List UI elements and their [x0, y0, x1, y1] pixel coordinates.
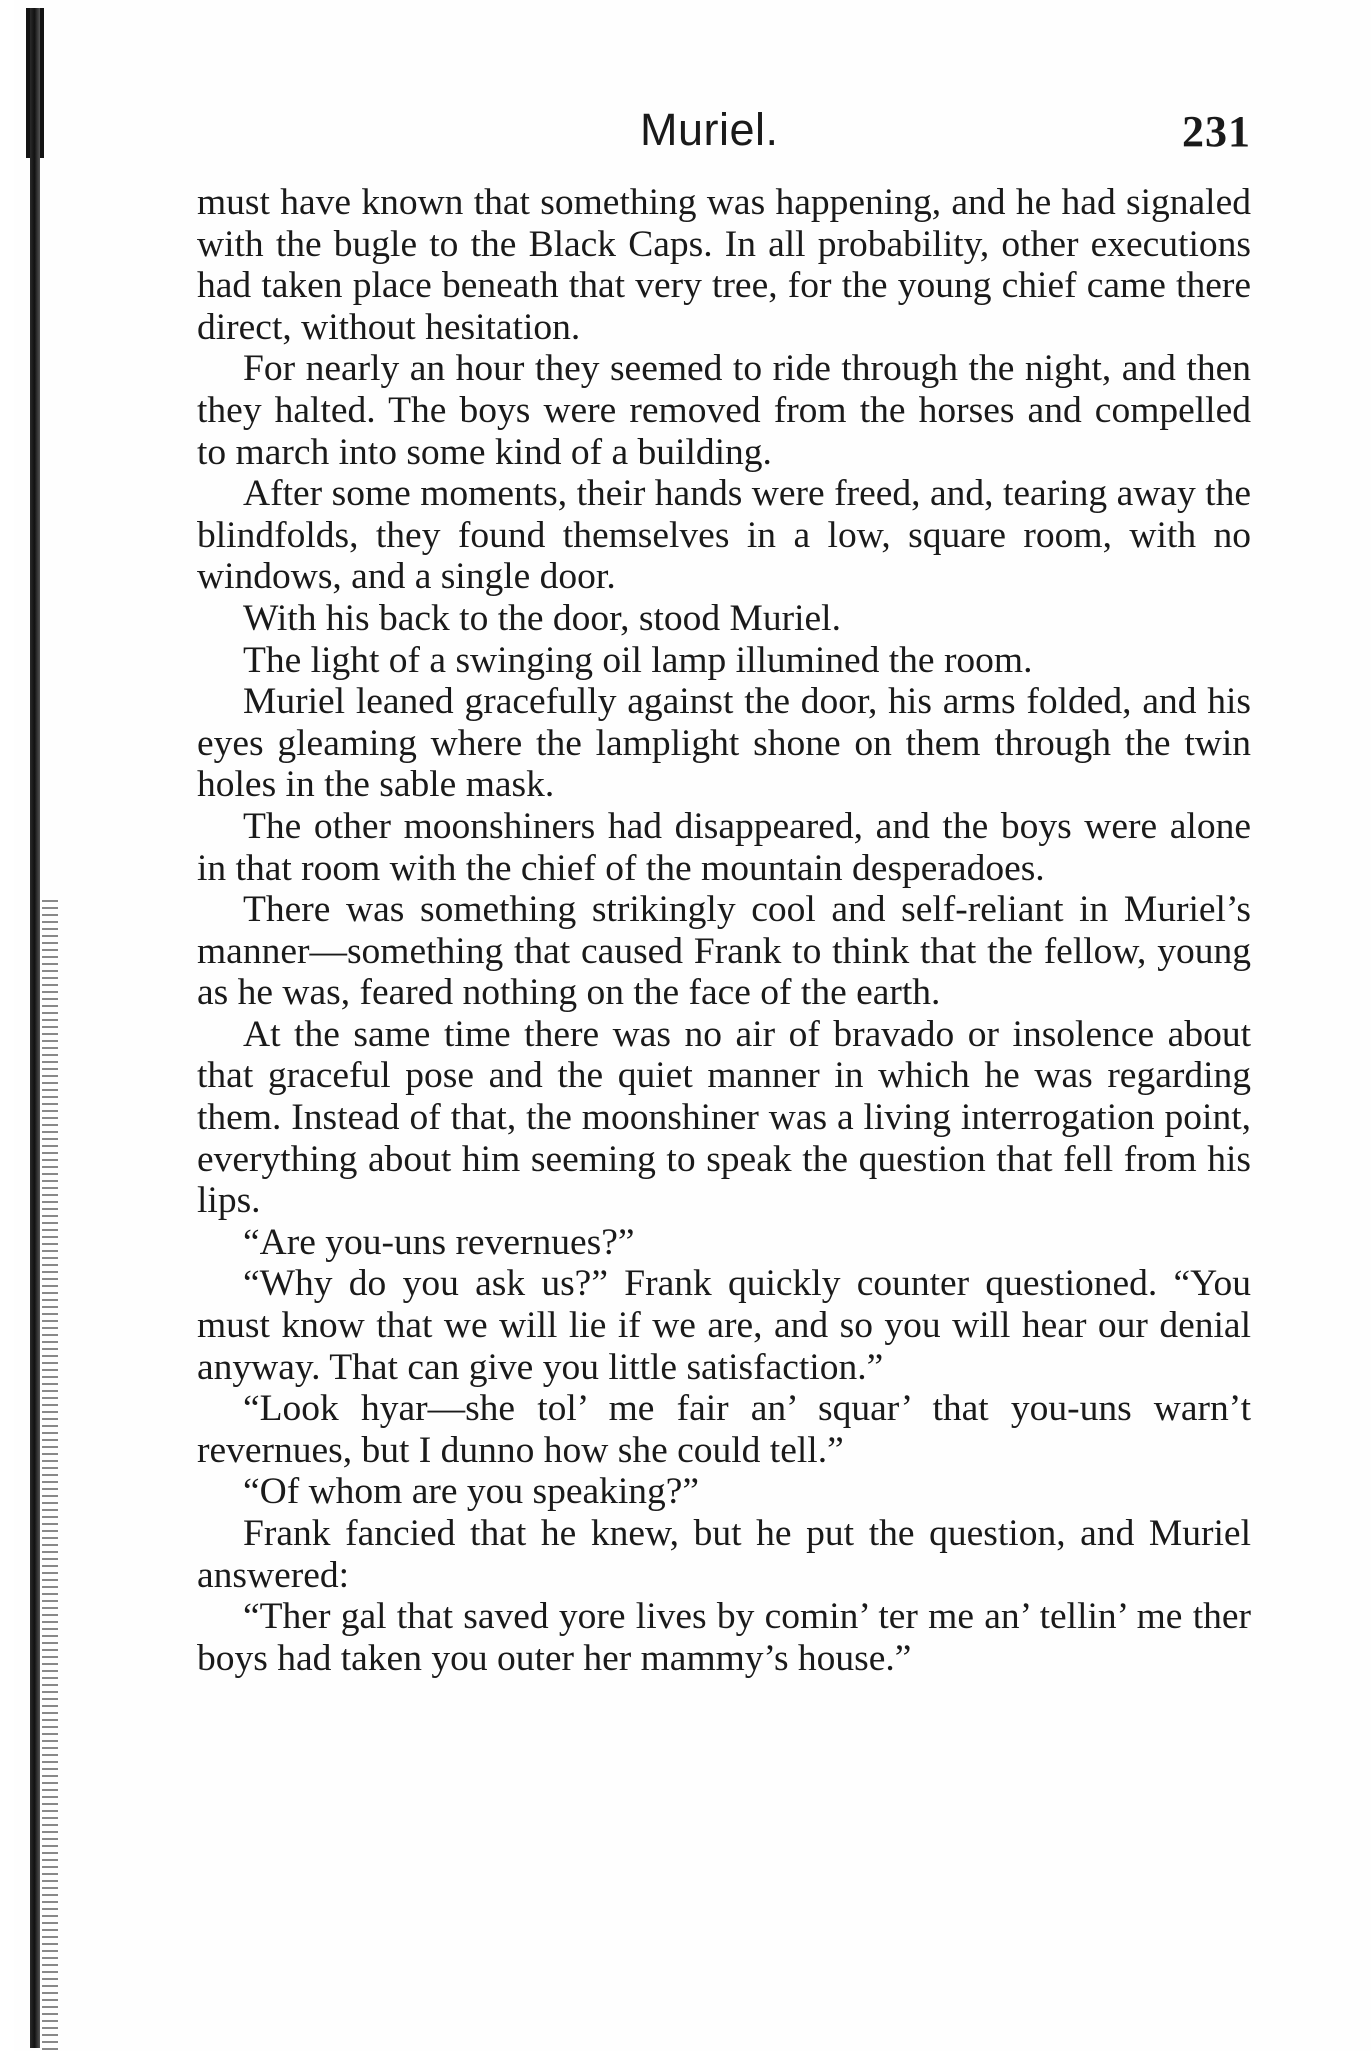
paragraph-9: At the same time there was no air of bravado or insolence about that graceful pose and the quiet manner in which he was regarding them. Instead of that, the moonshiner was a living interrogation point, everything about him seeming to speak the question that fell from his lips. — [197, 1013, 1251, 1222]
binding-shadow — [30, 8, 40, 2048]
paragraph-7: The other moonshiners had disappeared, and the boys were alone in that room with the chief of the mountain desperadoes. — [197, 805, 1251, 889]
paragraph-2: For nearly an hour they seemed to ride through the night, and then they halted. The boys were removed from the horses and compelled to march into some kind of a building. — [197, 348, 1251, 473]
paragraph-13: “Of whom are you speaking?” — [243, 1471, 700, 1513]
paragraph-4: With his back to the door, stood Muriel. — [243, 597, 841, 639]
paragraph-11: “Why do you ask us?” Frank quickly counter questioned. “You must know that we will lie if we are, and so you will hear our denial anyway. That can give you little satisfaction.” — [197, 1263, 1251, 1388]
paragraph-3: After some moments, their hands were freed, and, tearing away the blindfolds, they found themselves in a low, square room, with no windows, and a single door. — [197, 473, 1251, 598]
paragraph-14: Frank fancied that he knew, but he put the question, and Muriel answered: — [197, 1513, 1251, 1596]
paragraph-5: The light of a swinging oil lamp illumined the room. — [243, 639, 1033, 681]
page-number: 231 — [1182, 107, 1251, 156]
chapter-title: Muriel. — [640, 104, 779, 155]
running-head — [0, 100, 1371, 160]
paragraph-1: must have known that something was happening, and he had signaled with the bugle to the Black Caps. In all probability, other executions had taken place beneath that very tree, for the young chief came there direct, without hesitation. — [197, 182, 1251, 348]
paragraph-10: “Are you-uns revernues?” — [243, 1221, 635, 1263]
body-text — [197, 182, 1251, 1679]
paragraph-8: There was something strikingly cool and self-reliant in Muriel’s manner—something that caused Frank to think that the fellow, young as he was, feared nothing on the face of the earth. — [197, 889, 1251, 1014]
binding-speckle — [42, 900, 58, 2050]
paragraph-6: Muriel leaned gracefully against the door, his arms folded, and his eyes gleaming where the lamplight shone on them through the twin holes in the sable mask. — [197, 681, 1251, 806]
paragraph-15: “Ther gal that saved yore lives by comin’ ter me an’ tellin’ me ther boys had taken you outer her mammy’s house.” — [197, 1596, 1251, 1679]
binding-edge — [0, 0, 14, 2051]
paragraph-12: “Look hyar—she tol’ me fair an’ squar’ that you-uns warn’t revernues, but I dunno how she could tell.” — [197, 1388, 1251, 1471]
